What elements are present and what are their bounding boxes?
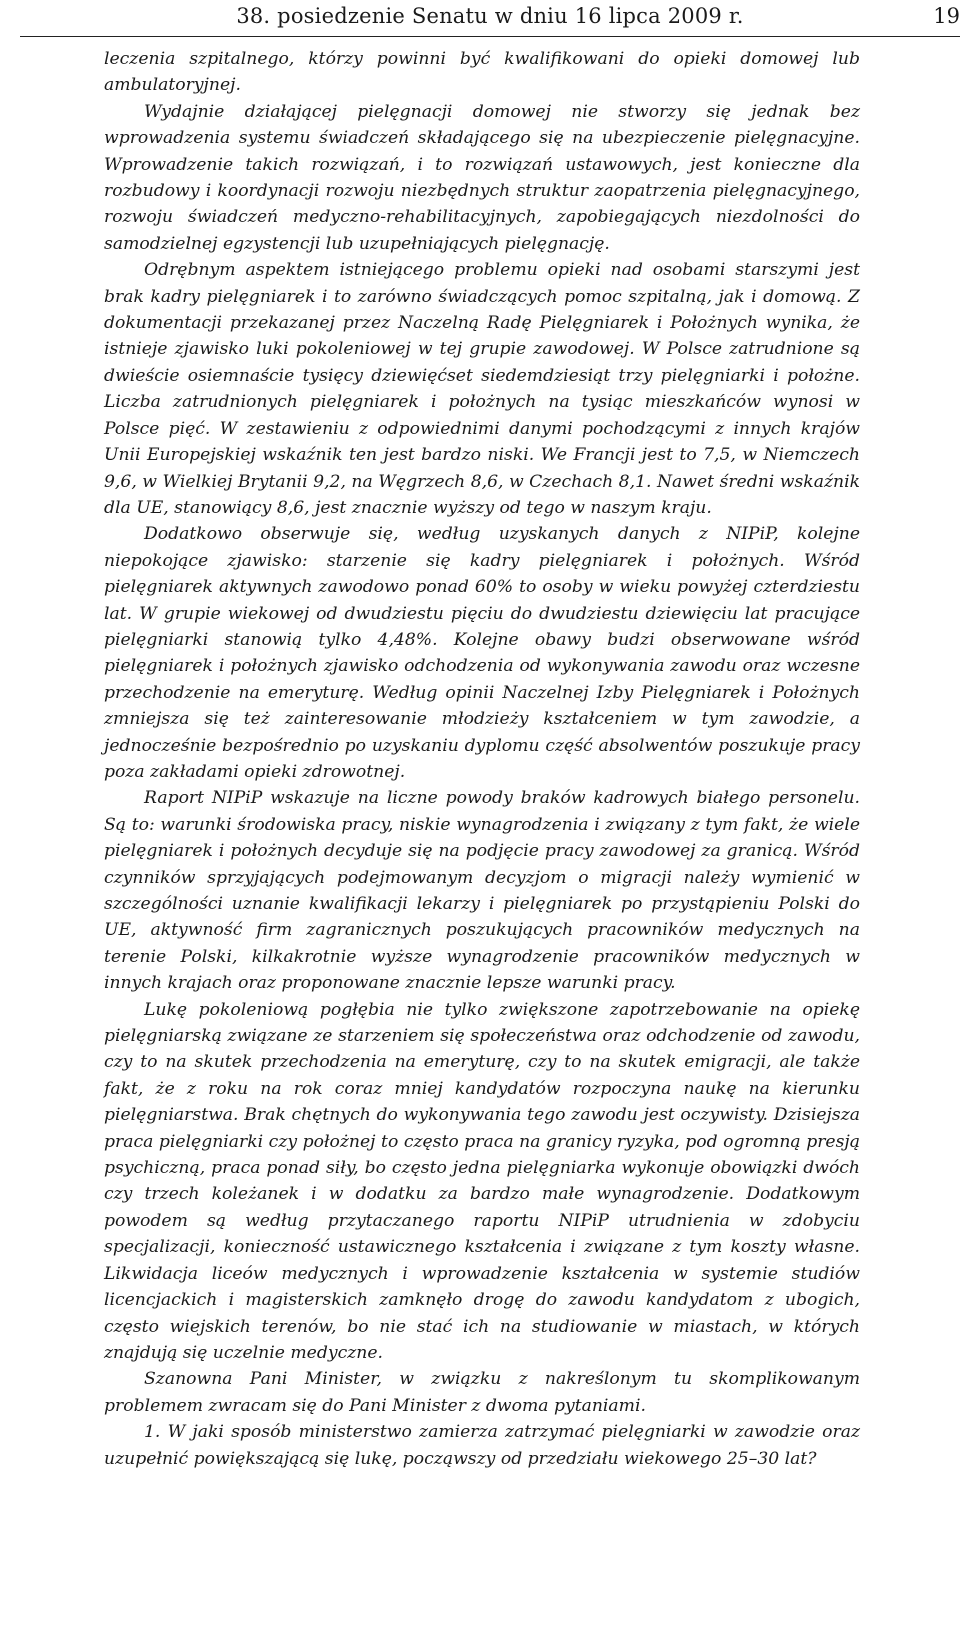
paragraph-6: Lukę pokoleniową pogłębia nie tylko zwiększone zapotrzebowanie na opiekę pielęgniarską związane ze starzeniem się społeczeństwa oraz odchodzenie od zawodu, czy to na skutek przechodzenia na emeryturę, czy to na skutek emigracji, ale także fakt, że z roku na rok coraz mniej kandydatów rozpoczyna naukę na kierunku pielęgniarstwa. Brak chętnych do wykonywania tego zawodu jest oczywisty. Dzisiejsza praca pielęgniarki czy położnej to często praca na granicy ryzyka, pod ogromną presją psychiczną, praca ponad siły, bo często jedna pielęgniarka wykonuje obowiązki dwóch czy trzech koleżanek i w dodatku za bardzo małe wynagrodzenie. Dodatkowym powodem są według przytaczanego raportu NIPiP utrudnienia w zdobyciu specjalizacji, konieczność ustawicznego kształcenia i związane z tym koszty własne. Likwidacja liceów medycznych i wprowadzenie kształcenia w systemie studiów licencjackich i magisterskich zamknęło drogę do zawodu kandydatom z ubogich, często wiejskich terenów, bo nie stać ich na studiowanie w miastach, w których znajdują się uczelnie medyczne. xyxy=(104,999,860,1363)
page-number: 19 xyxy=(933,4,960,28)
document-body xyxy=(104,46,860,1472)
paragraph-4: Dodatkowo obserwuje się, według uzyskanych danych z NIPiP, kolejne niepokojące zjawisko: starzenie się kadry pielęgniarek i położnych. Wśród pielęgniarek aktywnych zawodowo ponad 60% to osoby w wieku powyżej czterdziestu lat. W grupie wiekowej od dwudziestu pięciu do dwudziestu dziewięciu lat pracujące pielęgniarki stanowią tylko 4,48%. Kolejne obawy budzi obserwowane wśród pielęgniarek i położnych zjawisko odchodzenia od wykonywania zawodu oraz wczesne przechodzenie na emeryturę. Według opinii Naczelnej Izby Pielęgniarek i Położnych zmniejsza się też zainteresowanie młodzieży kształceniem w tym zawodzie, a jednocześnie bezpośrednio po uzyskaniu dyplomu część absolwentów poszukuje pracy poza zakładami opieki zdrowotnej. xyxy=(104,524,860,782)
running-header xyxy=(20,0,960,37)
paragraph-8: 1. W jaki sposób ministerstwo zamierza zatrzymać pielęgniarki w zawodzie oraz uzupełnić powiększającą się lukę, począwszy od przedziału wiekowego 25–30 lat? xyxy=(104,1422,860,1469)
paragraph-2: Wydajnie działającej pielęgnacji domowej nie stworzy się jednak bez wprowadzenia systemu świadczeń składającego się na ubezpieczenie pielęgnacyjne. Wprowadzenie takich rozwiązań, i to rozwiązań ustawowych, jest konieczne dla rozbudowy i koordynacji rozwoju niezbędnych struktur zaopatrzenia pielęgnacyjnego, rozwoju świadczeń medyczno-rehabilitacyjnych, zapobiegających niezdolności do samodzielnej egzystencji lub uzupełniających pielęgnację. xyxy=(104,101,860,254)
paragraph-3: Odrębnym aspektem istniejącego problemu opieki nad osobami starszymi jest brak kadry pielęgniarek i to zarówno świadczących pomoc szpitalną, jak i domową. Z dokumentacji przekazanej przez Naczelną Radę Pielęgniarek i Położnych wynika, że istnieje zjawisko luki pokoleniowej w tej grupie zawodowej. W Polsce zatrudnione są dwieście osiemnaście tysięcy dziewięćset siedemdziesiąt trzy pielęgniarki i położne. Liczba zatrudnionych pielęgniarek i położnych na tysiąc mieszkańców wynosi w Polsce pięć. W zestawieniu z odpowiednimi danymi pochodzącymi z innych krajów Unii Europejskiej wskaźnik ten jest bardzo niski. We Francji jest to 7,5, w Niemczech 9,6, w Wielkiej Brytanii 9,2, na Węgrzech 8,6, w Czechach 8,1. Nawet średni wskaźnik dla UE, stanowiący 8,6, jest znacznie wyższy od tego w naszym kraju. xyxy=(104,260,860,518)
paragraph-7: Szanowna Pani Minister, w związku z nakreślonym tu skomplikowanym problemem zwracam się do Pani Minister z dwoma pytaniami. xyxy=(104,1369,860,1416)
paragraph-1: leczenia szpitalnego, którzy powinni być kwalifikowani do opieki domowej lub ambulatoryjnej. xyxy=(104,49,860,96)
paragraph-5: Raport NIPiP wskazuje na liczne powody braków kadrowych białego personelu. Są to: warunki środowiska pracy, niskie wynagrodzenia i związany z tym fakt, że wiele pielęgniarek i położnych decyduje się na podjęcie pracy zawodowej za granicą. Wśród czynników sprzyjających podejmowanym decyzjom o migracji należy wymienić w szczególności uznanie kwalifikacji lekarzy i pielęgniarek po przystąpieniu Polski do UE, aktywność firm zagranicznych poszukujących pracowników medycznych na terenie Polski, kilkakrotnie wyższe wynagrodzenie pracowników medycznych w innych krajach oraz proponowane znacznie lepsze warunki pracy. xyxy=(104,788,860,994)
header-title: 38. posiedzenie Senatu w dniu 16 lipca 2009 r. xyxy=(236,4,744,28)
